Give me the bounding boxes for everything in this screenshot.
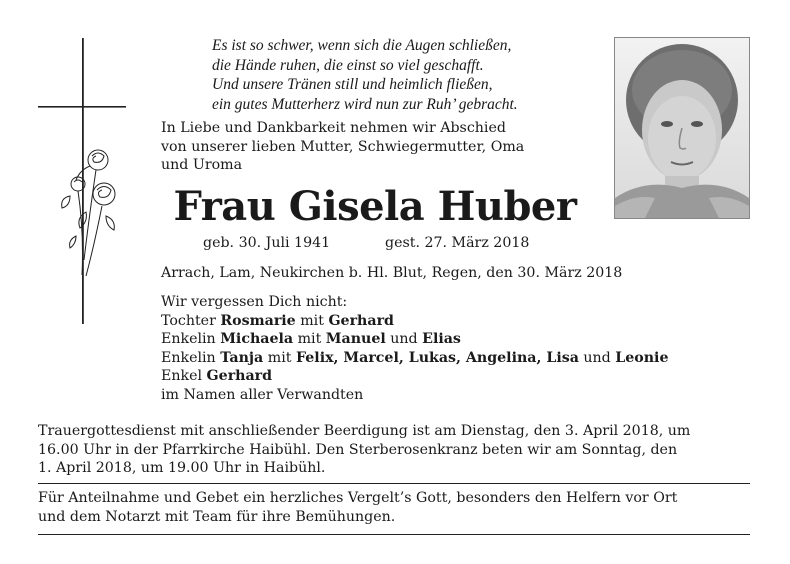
poem-line: ein gutes Mutterherz wird nun zur Ruh’ gebracht. xyxy=(212,95,518,113)
poem-line: die Hände ruhen, die einst so viel geschafft. xyxy=(212,56,484,74)
mourner-line xyxy=(161,386,668,405)
poem-line: Und unsere Tränen still und heimlich fließen, xyxy=(212,76,493,93)
bottom-divider xyxy=(38,534,750,535)
cross-with-roses-icon xyxy=(36,36,136,326)
intro-text xyxy=(161,119,577,175)
service-line: Trauergottesdienst mit anschließender Beerdigung ist am Dienstag, den 3. April 2018, um xyxy=(38,423,691,439)
mourner-line xyxy=(161,367,668,386)
mourner-relation: mit xyxy=(263,349,296,366)
portrait-illustration xyxy=(615,38,749,218)
thanks-line: Für Anteilnahme und Gebet ein herzliches Vergelt’s Gott, besonders den Helfern vor Ort xyxy=(38,490,678,506)
mourner-name: Gerhard xyxy=(206,368,273,384)
funeral-service-info xyxy=(38,422,750,478)
mourner-name: Felix, Marcel, Lukas, Angelina, Lisa xyxy=(295,349,579,366)
mourner-relation: im Namen aller Verwandten xyxy=(161,386,364,403)
thanks-text xyxy=(38,489,750,526)
life-dates xyxy=(203,234,530,252)
mourners-list xyxy=(161,293,668,404)
mourner-name: Gerhard xyxy=(328,312,394,329)
portrait-photo xyxy=(614,37,750,219)
mourner-name: Elias xyxy=(422,331,461,347)
intro-line: In Liebe und Dankbarkeit nehmen wir Abschied xyxy=(161,120,506,136)
mourner-relation: Enkelin xyxy=(161,349,221,366)
deceased-name: Frau Gisela Huber xyxy=(173,183,577,230)
birth-date: geb. 30. Juli 1941 xyxy=(203,235,331,251)
mourner-relation: und xyxy=(578,349,616,366)
thanks-line: und dem Notarzt mit Team für ihre Bemühungen. xyxy=(38,508,396,525)
mourner-relation: Enkelin xyxy=(161,331,221,347)
poem-line: Es ist so schwer, wenn sich die Augen schließen, xyxy=(212,37,512,54)
mourner-name: Michaela xyxy=(220,331,294,347)
service-line: 1. April 2018, um 19.00 Uhr in Haibühl. xyxy=(38,460,326,476)
mourner-line xyxy=(161,349,668,368)
poem xyxy=(212,36,592,114)
places-and-date: Arrach, Lam, Neukirchen b. Hl. Blut, Regen, den 30. März 2018 xyxy=(161,265,623,281)
mourner-name: Leonie xyxy=(615,349,669,366)
mourner-name: Manuel xyxy=(325,331,386,347)
divider xyxy=(38,483,750,484)
mourner-relation: Tochter xyxy=(161,312,221,329)
mourner-relation: Enkel xyxy=(161,368,207,384)
mourner-line xyxy=(161,330,668,349)
intro-line: von unserer lieben Mutter, Schwiegermutter, Oma xyxy=(161,138,525,155)
service-line: 16.00 Uhr in der Pfarrkirche Haibühl. Den Sterberosenkranz beten wir am Sonntag, den xyxy=(38,441,678,458)
death-date: gest. 27. März 2018 xyxy=(385,235,530,251)
mourners-intro: Wir vergessen Dich nicht: xyxy=(161,294,348,310)
intro-line: und Uroma xyxy=(161,157,243,173)
mourner-relation: und xyxy=(385,331,423,347)
mourner-name: Rosmarie xyxy=(220,312,296,329)
mourner-relation: mit xyxy=(293,331,326,347)
mourner-relation: mit xyxy=(295,312,329,329)
mourner-line xyxy=(161,312,668,331)
mourner-name: Tanja xyxy=(220,349,264,366)
